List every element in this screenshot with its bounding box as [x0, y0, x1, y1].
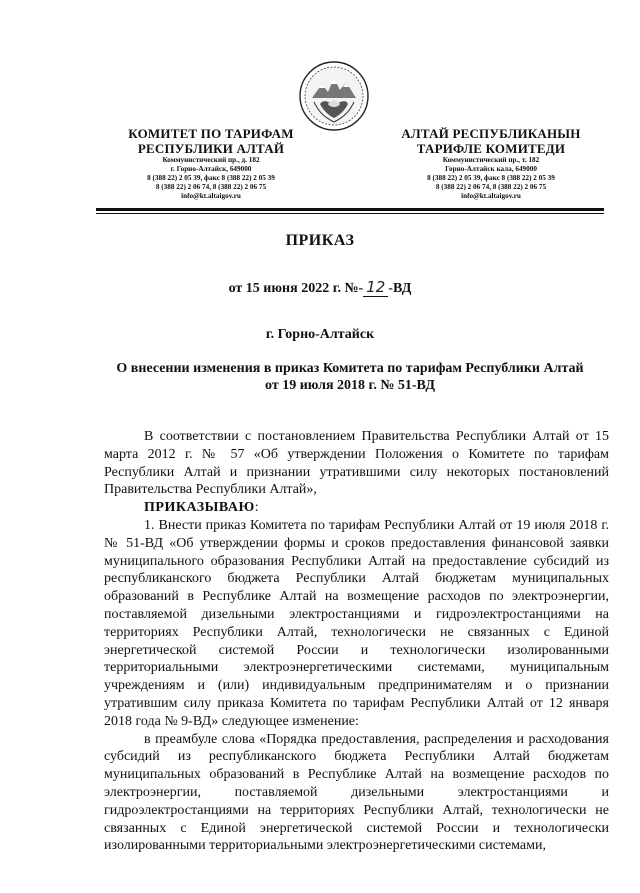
org-phone2: 8 (388 22) 2 06 74, 8 (388 22) 2 06 75 — [435, 183, 547, 191]
org-name-line1: КОМИТЕТ ПО ТАРИФАМ — [128, 126, 294, 141]
subject-line2: от 19 июля 2018 г. № 51-ВД — [265, 378, 435, 393]
order-line — [104, 499, 609, 517]
org-address: Коммунистический пр., т. 182 — [442, 156, 540, 164]
document-city: г. Горно-Алтайск — [265, 327, 375, 342]
body-paragraph-item1: 1. Внести приказ Комитета по тарифам Республики Алтай от 19 июля 2018 г. № 51-ВД «Об утверждении формы и сроков предоставления финансовой заявки муниципального образования Республики Алтай на предоставление субсидий из республиканского бюджета Республики Алтай бюджетам муниципальных образований в Республике Алтай на возмещение расходов по электроэнергии, поставляемой дизельными электростанциями и гидроэлектростанциями на территориях Республики Алтай, технологически не связанных с Единой энергетической системой России и технологически изолированными территориальными электроэнергетическими системами, муниципальным учреждениям и (или) индивидуальным предпринимателям и о признании утратившим силу приказа Комитета по тарифам Республики Алтай от 12 января 2018 года № 9-ВД» следующее изменение: — [104, 517, 609, 729]
org-phone2: 8 (388 22) 2 06 74, 8 (388 22) 2 06 75 — [155, 183, 267, 191]
header-divider-thick — [96, 208, 604, 211]
document-number-handwritten: 12 — [363, 278, 388, 297]
document-subject — [90, 360, 610, 394]
org-phone1: 8 (388 22) 2 05 39, факс 8 (388 22) 2 05 39 — [427, 174, 555, 182]
header-right — [366, 126, 616, 201]
org-city: г. Горно-Алтайск, 649000 — [170, 165, 252, 173]
org-phone1: 8 (388 22) 2 05 39, факс 8 (388 22) 2 05 39 — [147, 174, 275, 182]
document-date: от 15 июня 2022 г. №- — [228, 281, 364, 296]
org-name-line2: ТАРИФЛЕ КОМИТЕДИ — [416, 141, 566, 156]
org-name-line2: РЕСПУБЛИКИ АЛТАЙ — [137, 141, 285, 156]
document-number-suffix: -ВД — [388, 281, 412, 296]
body-paragraph-preamble-change: в преамбуле слова «Порядка предоставления, распределения и расходования субсидий из республиканского бюджета Республики Алтай бюджетам муниципальных образований в Республике Алтай на возмещение расходов по электроэнергии, поставляемой дизельными электростанциями и гидроэлектростанциями на территориях Республики Алтай, технологически не связанных с Единой энергетической системой России и технологически изолированными территориальными электроэнергетическими системами, — [104, 731, 609, 854]
document-title: ПРИКАЗ — [285, 232, 355, 249]
org-city: Горно-Алтайск кала, 649000 — [445, 165, 537, 173]
org-email: info@kt.altaigov.ru — [181, 192, 241, 200]
subject-line1: О внесении изменения в приказ Комитета по тарифам Республики Алтай — [116, 361, 584, 376]
org-address: Коммунистический пр., д. 182 — [162, 156, 260, 164]
org-name-line1: АЛТАЙ РЕСПУБЛИКАНЫН — [401, 126, 581, 141]
body-paragraph-preamble: В соответствии с постановлением Правительства Республики Алтай от 15 марта 2012 г. № 57 «Об утверждении Положения о Комитете по тарифам Республики Алтай и признании утратившими силу некоторых постановлений Правительства Республики Алтай», — [104, 429, 609, 498]
coat-of-arms-emblem — [298, 60, 370, 132]
header-divider-thin — [96, 213, 604, 214]
header-left — [86, 126, 336, 201]
org-email: info@kt.altaigov.ru — [461, 192, 521, 200]
order-word: ПРИКАЗЫВАЮ — [144, 500, 255, 516]
document-body — [104, 428, 609, 855]
order-colon: : — [254, 500, 259, 516]
document-date-number — [0, 278, 640, 297]
